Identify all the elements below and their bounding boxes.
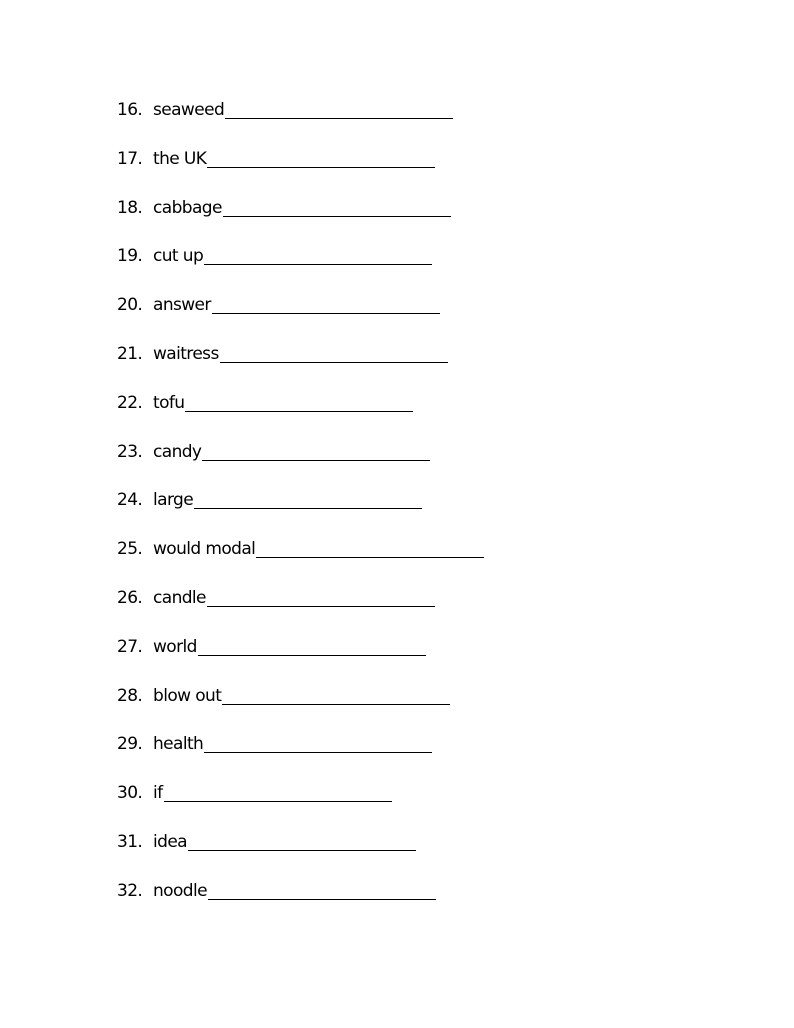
- list-item: [117, 586, 484, 635]
- item-word: cabbage: [153, 197, 222, 218]
- answer-blank[interactable]: [202, 440, 430, 461]
- item-number: 27.: [117, 636, 143, 657]
- answer-blank[interactable]: [204, 244, 432, 265]
- item-number: 26.: [117, 587, 143, 608]
- answer-blank[interactable]: [204, 732, 432, 753]
- answer-blank[interactable]: [256, 537, 484, 558]
- answer-blank[interactable]: [207, 147, 435, 168]
- answer-blank[interactable]: [198, 635, 426, 656]
- list-item: [117, 196, 484, 245]
- list-item: [117, 244, 484, 293]
- answer-blank[interactable]: [185, 391, 413, 412]
- list-item: [117, 830, 484, 879]
- answer-blank[interactable]: [220, 342, 448, 363]
- item-number: 18.: [117, 197, 143, 218]
- item-word: would modal: [153, 539, 256, 560]
- list-item: [117, 342, 484, 391]
- item-word: if: [153, 783, 163, 804]
- item-word: large: [153, 490, 194, 511]
- item-number: 16.: [117, 100, 143, 120]
- item-number: 20.: [117, 295, 143, 316]
- item-word: health: [153, 734, 204, 755]
- item-word: candle: [153, 587, 206, 608]
- item-word: world: [153, 636, 197, 657]
- item-number: 21.: [117, 343, 143, 364]
- item-number: 31.: [117, 831, 143, 852]
- list-item: [117, 781, 484, 830]
- item-word: waitress: [153, 343, 219, 364]
- item-word: cut up: [153, 246, 204, 267]
- answer-blank[interactable]: [188, 830, 416, 851]
- list-item: [117, 537, 484, 586]
- answer-blank[interactable]: [223, 196, 451, 217]
- item-number: 32.: [117, 880, 143, 901]
- list-item: [117, 98, 484, 147]
- item-number: 17.: [117, 148, 143, 169]
- list-item: [117, 488, 484, 537]
- item-word: idea: [153, 831, 187, 852]
- item-number: 29.: [117, 734, 143, 755]
- list-item: [117, 293, 484, 342]
- answer-blank[interactable]: [208, 879, 436, 900]
- list-item: [117, 684, 484, 733]
- list-item: [117, 391, 484, 440]
- item-number: 30.: [117, 783, 143, 804]
- item-number: 23.: [117, 441, 143, 462]
- item-word: seaweed: [153, 100, 225, 120]
- list-item: [117, 147, 484, 196]
- answer-blank[interactable]: [194, 488, 422, 509]
- answer-blank[interactable]: [207, 586, 435, 607]
- list-item: [117, 732, 484, 781]
- list-item: [117, 635, 484, 684]
- vocabulary-list: [117, 98, 484, 928]
- item-number: 19.: [117, 246, 143, 267]
- item-word: the UK: [153, 148, 207, 169]
- item-number: 28.: [117, 685, 143, 706]
- item-number: 25.: [117, 539, 143, 560]
- item-word: noodle: [153, 880, 207, 901]
- answer-blank[interactable]: [225, 98, 453, 119]
- item-word: blow out: [153, 685, 222, 706]
- answer-blank[interactable]: [212, 293, 440, 314]
- item-word: candy: [153, 441, 202, 462]
- item-number: 22.: [117, 392, 143, 413]
- answer-blank[interactable]: [164, 781, 392, 802]
- item-word: tofu: [153, 392, 185, 413]
- item-number: 24.: [117, 490, 143, 511]
- list-item: [117, 440, 484, 489]
- answer-blank[interactable]: [222, 684, 450, 705]
- list-item: [117, 879, 484, 928]
- item-word: answer: [153, 295, 211, 316]
